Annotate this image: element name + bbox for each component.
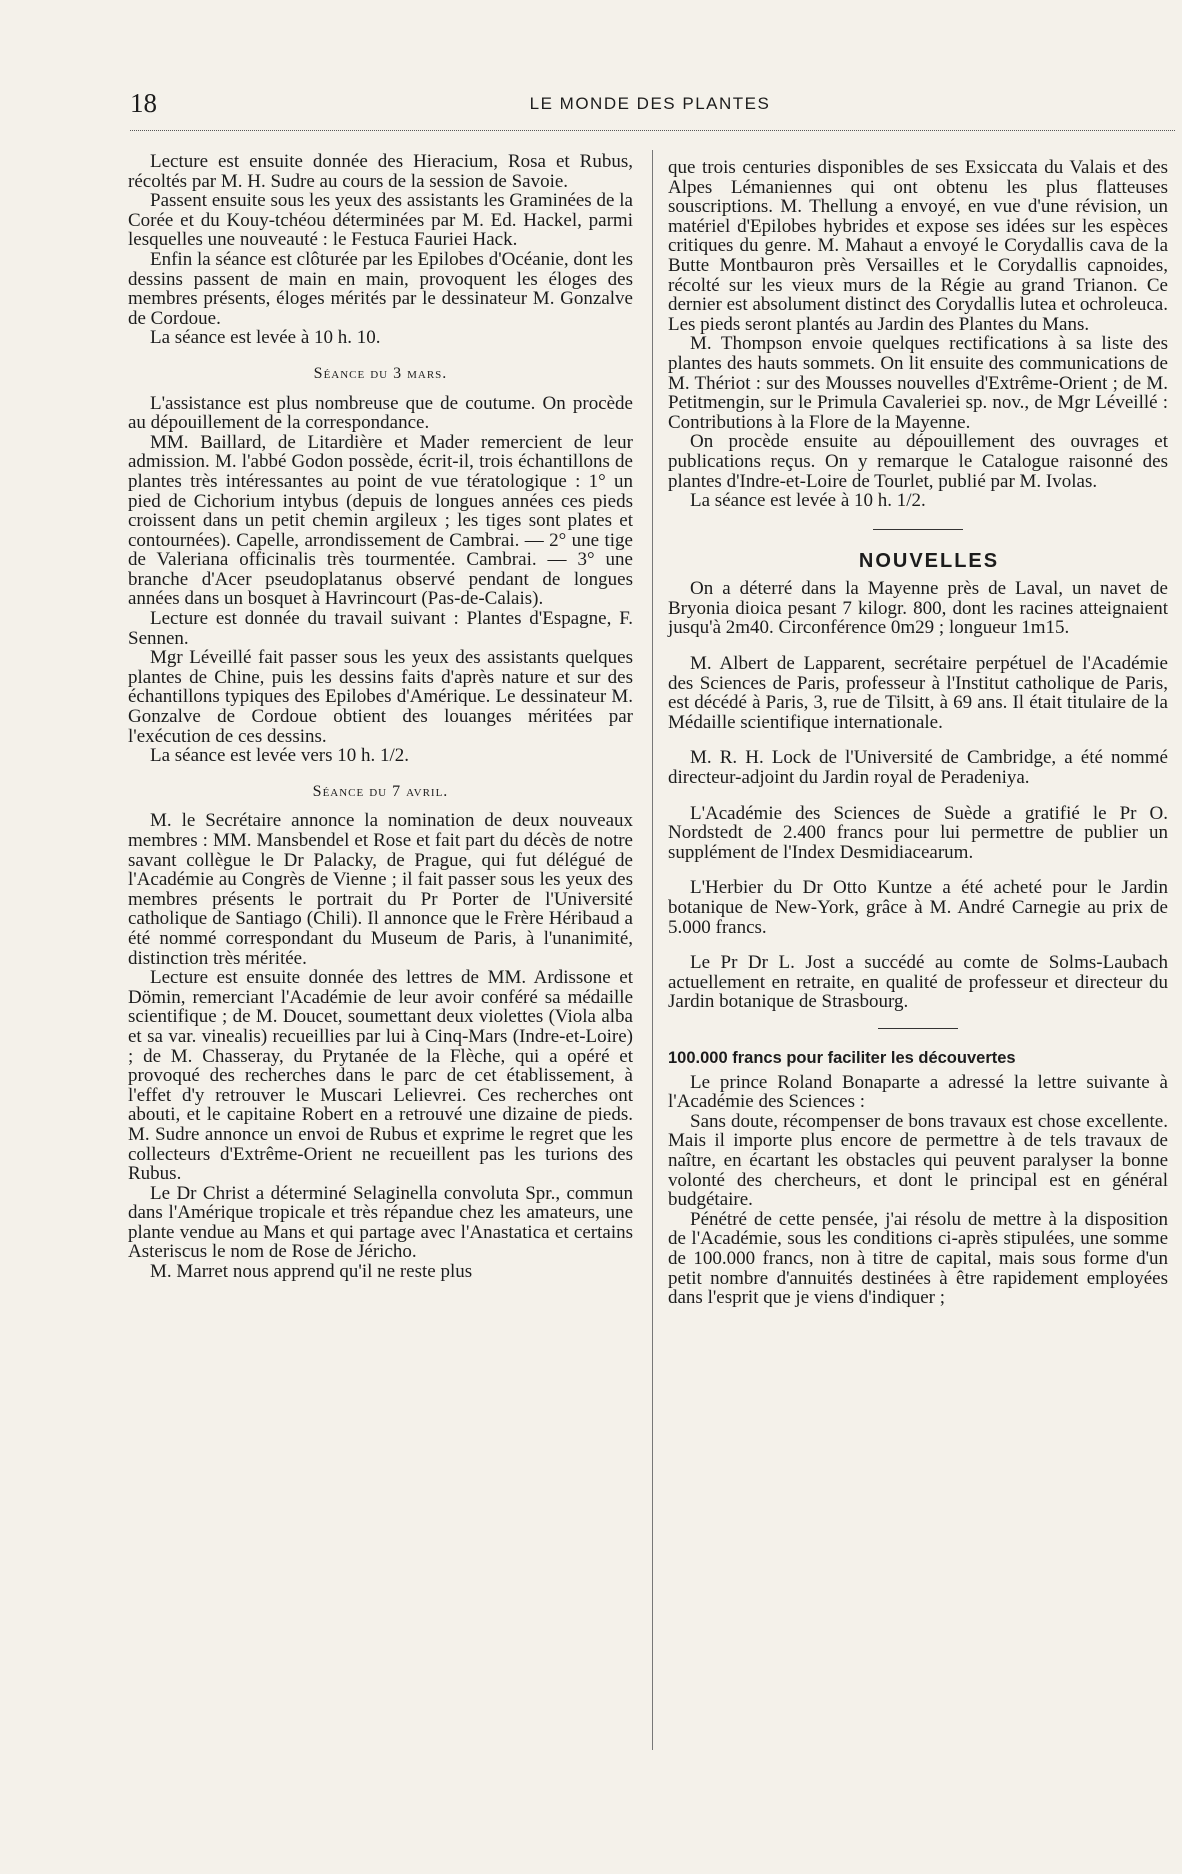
- right-column: [668, 158, 1168, 1308]
- header-rule: [130, 130, 1175, 131]
- paragraph: MM. Baillard, de Litardière et Mader remercient de leur admission. M. l'abbé Godon possède, écrit-il, trois échantillons de plantes très intéressantes au point de vue tératologique : 1° un pied de Cichorium intybus (depuis de longues années ces pieds croissent dans un petit chemin argileux ; les tiges sont plates et contournées). Capelle, arrondissement de Cambrai. — 2° une tige de Valeriana officinalis très tourmentée. Cambrai. — 3° une branche d'Acer pseudoplatanus observé pendant de longues années dans un bosquet à Havrincourt (Pas-de-Calais).: [128, 431, 633, 610]
- running-title: LE MONDE DES PLANTES: [529, 94, 771, 113]
- paragraph: La séance est levée vers 10 h. 1/2.: [150, 745, 410, 767]
- paragraph: L'assistance est plus nombreuse que de coutume. On procède au dépouillement de la correspondance.: [128, 392, 633, 434]
- paragraph: Lecture est donnée du travail suivant : Plantes d'Espagne, F. Sennen.: [128, 608, 633, 649]
- left-column: [128, 152, 633, 1282]
- news-item: M. R. H. Lock de l'Université de Cambridge, a été nommé directeur-adjoint du Jardin royal de Peradeniya.: [668, 747, 1168, 789]
- paragraph: M. Thompson envoie quelques rectifications à sa liste des plantes des hauts sommets. On lit ensuite des communications de M. Thériot : sur des Mousses nouvelles d'Extrême-Orient ; de M. Petitmengin, sur le Primula Cavaleriei sp. nov., de Mgr Léveillé : Contributions à la Flore de la Mayenne.: [668, 333, 1168, 433]
- paragraph: M. le Secrétaire annonce la nomination de deux nouveaux membres : MM. Mansbendel et Rose et fait part du décès de notre savant collègue le Dr Palacky, de Prague, qui fut délégué de l'Académie au Congrès de Vienne ; il fait passer sous les yeux des membres présents le portrait du Pr Porter de l'Université catholique de Santiago (Chili). Il annonce que le Frère Héribaud a été nommé correspondant du Museum de Paris, à l'unanimité, distinction très méritée.: [128, 810, 633, 969]
- paragraph: La séance est levée à 10 h. 1/2.: [690, 490, 926, 512]
- column-divider: [652, 150, 653, 1750]
- paragraph: Lecture est ensuite donnée des Hieracium, Rosa et Rubus, récoltés par M. H. Sudre au cours de la session de Savoie.: [128, 151, 633, 192]
- news-item: On a déterré dans la Mayenne près de Laval, un navet de Bryonia dioica pesant 7 kilogr. 800, dont les racines atteignaient jusqu'à 2m40. Circonférence 0m29 ; longueur 1m15.: [668, 578, 1168, 639]
- paragraph: M. Marret nous apprend qu'il ne reste plus: [150, 1261, 473, 1283]
- section-heading-avril: Séance du 7 avril.: [312, 782, 449, 800]
- news-item: Pénétré de cette pensée, j'ai résolu de mettre à la disposition de l'Académie, sous les conditions ci-après stipulées, une somme de 100.000 francs, non à titre de capital, mais sous forme d'un petit nombre d'annuités destinées à être rapidement employées dans l'esprit que je viens d'indiquer ;: [668, 1208, 1168, 1309]
- news-heading: NOUVELLES: [858, 549, 1000, 572]
- page-number: 18: [130, 88, 157, 118]
- section-heading-mars: Séance du 3 mars.: [313, 364, 448, 382]
- paragraph: Enfin la séance est clôturée par les Epilobes d'Océanie, dont les dessins passent de main en main, provoquent les éloges des membres présents, éloges mérités par le dessinateur M. Gonzalve de Cordoue.: [128, 248, 633, 329]
- spacer: [668, 732, 1168, 748]
- news-item: Sans doute, récompenser de bons travaux est chose excellente. Mais il importe plus encore de permettre à de tels travaux de naître, en écartant les obstacles qui peuvent paralyser la bonne volonté des chercheurs, et dont le principal est en général budgétaire.: [668, 1110, 1168, 1211]
- prize-heading: 100.000 francs pour faciliter les découvertes: [668, 1048, 1016, 1067]
- spacer: [668, 788, 1168, 804]
- spacer: [668, 638, 1168, 654]
- news-item: Le prince Roland Bonaparte a adressé la lettre suivante à l'Académie des Sciences :: [668, 1071, 1168, 1113]
- spacer: [668, 937, 1168, 953]
- spacer: [668, 862, 1168, 878]
- section-rule: [873, 529, 963, 530]
- paragraph: Passent ensuite sous les yeux des assistants les Graminées de la Corée et du Kouy-tchéou déterminées par M. Ed. Hackel, parmi lesquelles une nouveauté : le Festuca Fauriei Hack.: [128, 190, 633, 251]
- paragraph: Le Dr Christ a déterminé Selaginella convoluta Spr., commun dans l'Amérique tropicale et très répandue chez les amateurs, une plante vendue au Mans et qui partage avec l'Anastatica et certains Asteriscus le nom de Rose de Jéricho.: [128, 1182, 633, 1263]
- section-rule: [878, 1028, 958, 1029]
- paragraph: On procède ensuite au dépouillement des ouvrages et publications reçus. On y remarque le Catalogue raisonné des plantes d'Indre-et-Loire de Tourlet, publié par M. Ivolas.: [668, 431, 1168, 492]
- news-item: L'Académie des Sciences de Suède a gratifié le Pr O. Nordstedt de 2.400 francs pour lui permettre de publier un supplément de l'Index Desmidiacearum.: [668, 802, 1168, 863]
- paragraph: Lecture est ensuite donnée des lettres de MM. Ardissone et Dömin, remerciant l'Académie de leur avoir conféré sa médaille scientifique ; de M. Doucet, soumettant deux violettes (Viola alba et sa var. vinealis) recueillies par lui à Cinq-Mars (Indre-et-Loire) ; de M. Chasseray, du Prytanée de la Flèche, qui a opéré et provoqué des recherches dans le parc de cet établissement, à l'effet d'y retrouver le Muscari Lelievrei. Ces recherches ont abouti, et le capitaine Robert en a retrouvé une dizaine de pieds. M. Sudre annonce un envoi de Rubus et exprime le regret que les collecteurs d'Extrême-Orient ne recueillent pas les turions des Rubus.: [128, 967, 633, 1185]
- news-item: L'Herbier du Dr Otto Kuntze a été acheté pour le Jardin botanique de New-York, grâce à M. André Carnegie au prix de 5.000 francs.: [668, 877, 1168, 938]
- page-header: [130, 88, 1170, 128]
- news-item: Le Pr Dr L. Jost a succédé au comte de Solms-Laubach actuellement en retraite, en qualité de professeur et directeur du Jardin botanique de Strasbourg.: [668, 952, 1168, 1013]
- paragraph: Mgr Léveillé fait passer sous les yeux des assistants quelques plantes de Chine, puis les dessins faits d'après nature et sur des échantillons typiques des Epilobes d'Amérique. Le dessinateur M. Gonzalve de Cordoue obtient des louanges méritées par l'exécution de ces dessins.: [128, 647, 633, 747]
- paragraph: que trois centuries disponibles de ses Exsiccata du Valais et des Alpes Lémaniennes qui ont obtenu les plus flatteuses souscriptions. M. Thellung a envoyé, en vue d'une révision, un matériel d'Epilobes hybrides et expose ses idées sur les espèces critiques du genre. M. Mahaut a envoyé le Corydallis cava de la Butte Montbauron près Versailles et le Corydallis capnoides, récolté sur les vieux murs de la Régie au grand Trianon. Ce dernier est absolument distinct des Corydallis lutea et ochroleuca. Les pieds seront plantés au Jardin des Plantes du Mans.: [668, 157, 1168, 335]
- paragraph: La séance est levée à 10 h. 10.: [150, 327, 381, 349]
- news-item: M. Albert de Lapparent, secrétaire perpétuel de l'Académie des Sciences de Paris, professeur à l'Institut catholique de Paris, est décédé à Paris, 3, rue de Tilsitt, à 69 ans. Il était titulaire de la Médaille scientifique internationale.: [668, 653, 1168, 733]
